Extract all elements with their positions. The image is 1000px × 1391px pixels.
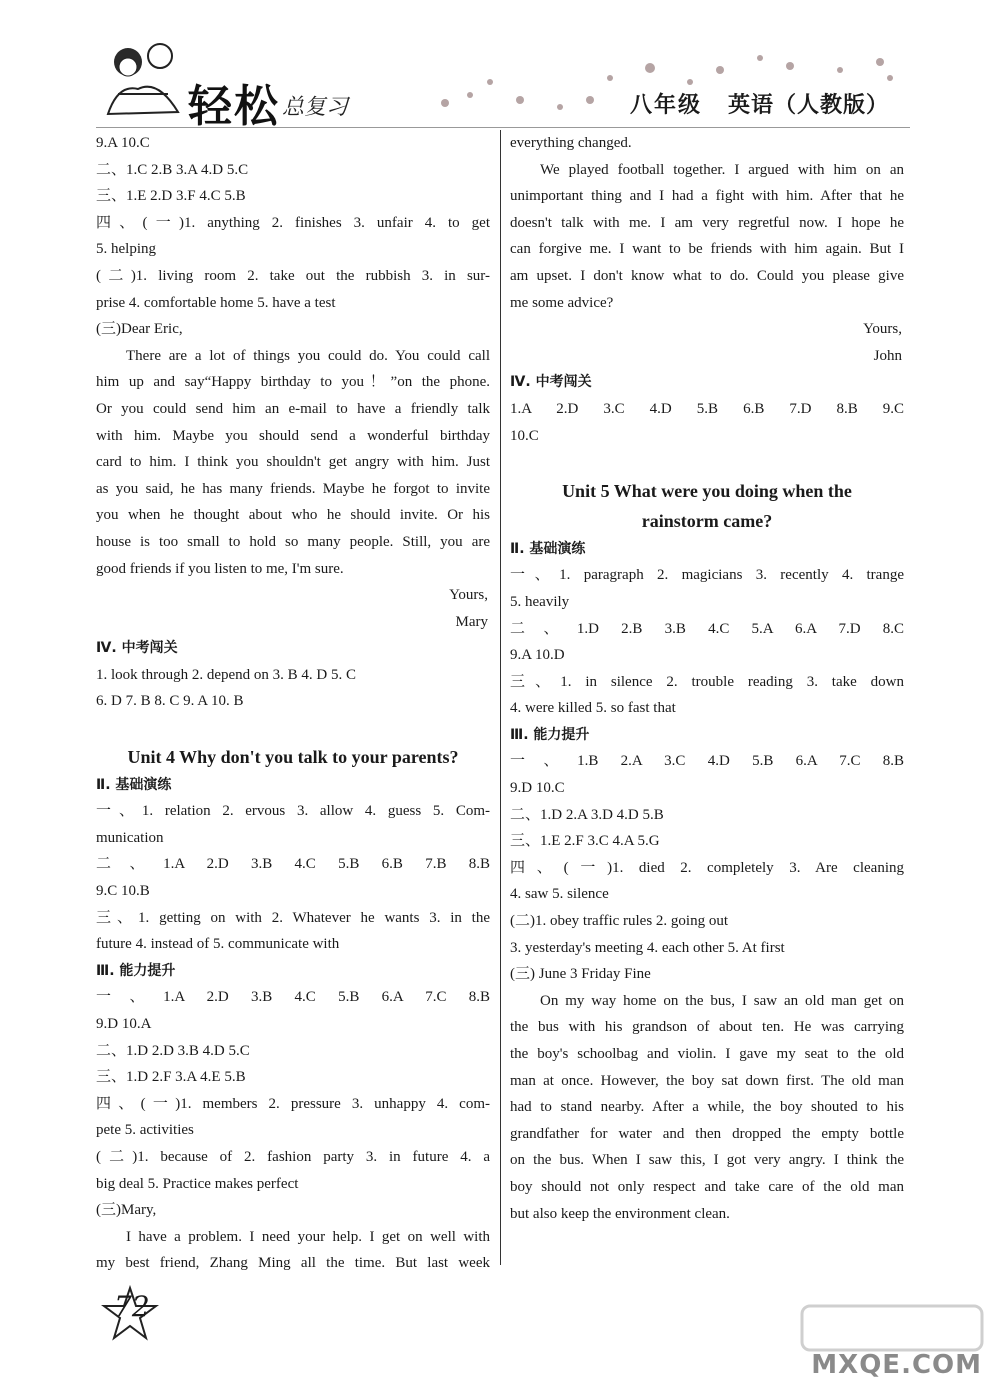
unit-heading: rainstorm came? — [641, 510, 773, 531]
answer-line: John — [873, 347, 902, 364]
answer-line: We played football together. I argued with him on an — [540, 161, 904, 178]
answer-line: on the bus. When I saw this, I got very angry. I think the — [510, 1152, 904, 1169]
answer-line: the bus with his grandson of about ten. He was carrying — [510, 1019, 904, 1036]
answer-line: had to stand nearby. After a while, the boy shouted to his — [510, 1099, 904, 1116]
answer-line: 一、1. relation 2. ervous 3. allow 4. guess 5. Com- — [96, 803, 490, 820]
answer-line: 一、1.B 2.A 3.C 4.D 5.B 6.A 7.C 8.B — [510, 753, 904, 770]
answer-line: 4. were killed 5. so fast that — [510, 700, 676, 717]
answer-line: 3. yesterday's meeting 4. each other 5. At first — [510, 939, 785, 956]
answer-line: 一、1. paragraph 2. magicians 3. recently 4. trange — [510, 567, 904, 584]
section-heading: Ⅱ. 基础演练 — [96, 776, 172, 793]
answer-line: On my way home on the bus, I saw an old man get on — [540, 992, 904, 1009]
answer-line: me some advice? — [510, 294, 614, 311]
answer-line: Yours, — [863, 321, 902, 338]
section-heading: Ⅳ. 中考闯关 — [96, 640, 178, 657]
answer-line: (二)1. obey traffic rules 2. going out — [510, 913, 729, 930]
answer-line: him up and say“Happy birthday to you！”on the phone. — [96, 374, 490, 391]
answer-line: (三)Dear Eric, — [96, 321, 183, 338]
answer-line: you when he thought about who he should invite. Or his — [96, 507, 490, 524]
section-heading: Ⅲ. 能力提升 — [510, 726, 590, 743]
answer-line: 10.C — [510, 427, 539, 444]
answer-line: 4. saw 5. silence — [510, 886, 609, 903]
answer-line: everything changed. — [510, 135, 632, 151]
answer-line: 6. D 7. B 8. C 9. A 10. B — [96, 693, 244, 710]
answer-line: 三、1.E 2.F 3.C 4.A 5.G — [510, 833, 660, 850]
right-column — [510, 130, 904, 1227]
answer-line: with him. Maybe you should send a wonderful birthday — [96, 427, 490, 444]
cartoon-children-icon — [98, 34, 190, 122]
answer-line: pete 5. activities — [96, 1122, 194, 1139]
answer-line: 四、(一)1. members 2. pressure 3. unhappy 4. com- — [96, 1095, 490, 1112]
column-divider — [500, 130, 501, 1265]
answer-line: 9.D 10.C — [510, 780, 565, 797]
brand-subtitle: 总复习 — [282, 95, 349, 120]
answer-line: 1.A 2.D 3.C 4.D 5.B 6.B 7.D 8.B 9.C — [510, 400, 904, 417]
answer-line: 二、1.D 2.A 3.D 4.D 5.B — [510, 806, 664, 823]
answer-line: 四、(一)1. anything 2. finishes 3. unfair 4. to get — [96, 214, 490, 231]
answer-line: 三、1. getting on with 2. Whatever he wants 3. in the — [96, 909, 490, 926]
section-heading: Ⅱ. 基础演练 — [510, 540, 586, 557]
answer-line: Yours, — [449, 587, 488, 604]
answer-line: munication — [96, 829, 164, 846]
answer-line: 三、1. in silence 2. trouble reading 3. take down — [510, 673, 904, 690]
section-spacer — [510, 449, 904, 476]
answer-line: Mary — [455, 613, 488, 630]
answer-line: grandfather for water and then dropped the empty bottle — [510, 1125, 904, 1142]
page-number: 72 — [114, 1290, 150, 1323]
answer-line: unimportant thing and I had a fight with him. After that he — [510, 188, 904, 205]
answer-line: man at once. However, the boy sat down first. The old man — [510, 1072, 904, 1089]
answer-line: 5. helping — [96, 241, 156, 258]
answer-line: am upset. I don't know what to do. Could you please give — [510, 267, 904, 284]
answer-line: (三) June 3 Friday Fine — [510, 966, 651, 983]
answer-line: as you said, he has many friends. Maybe he forgot to invite — [96, 480, 490, 497]
answer-line: prise 4. comfortable home 5. have a test — [96, 294, 336, 311]
answer-line: (二)1. living room 2. take out the rubbish 3. in sur- — [96, 267, 490, 284]
answer-line: Or you could send him an e-mail to have a friendly talk — [96, 400, 490, 417]
grade-label: 八年级 — [630, 93, 703, 118]
page-header — [0, 0, 1000, 132]
answer-line: 二、1.A 2.D 3.B 4.C 5.B 6.B 7.B 8.B — [96, 856, 490, 873]
answer-line: 三、1.D 2.F 3.A 4.E 5.B — [96, 1069, 246, 1086]
answer-line: There are a lot of things you could do. You could call — [126, 347, 490, 364]
answer-line: (二)1. because of 2. fashion party 3. in future 4. a — [96, 1148, 490, 1165]
answer-line: doesn't talk with me. I am very regretful now. I hope he — [510, 214, 904, 231]
answer-line: (三)Mary, — [96, 1202, 157, 1219]
answer-line: 5. heavily — [510, 593, 570, 610]
answer-line: good friends if you listen to me, I'm sure. — [96, 560, 344, 577]
section-spacer — [96, 715, 490, 742]
answer-line: 二、1.D 2.D 3.B 4.D 5.C — [96, 1042, 250, 1059]
answer-line: 三、1.E 2.D 3.F 4.C 5.B — [96, 188, 246, 205]
answer-line: my best friend, Zhang Ming all the time. But last week — [96, 1255, 490, 1272]
answer-line: can forgive me. I want to be friends with him again. But I — [510, 241, 904, 258]
watermark-text: MXQE.COM — [811, 1350, 982, 1380]
answer-line: 9.C 10.B — [96, 883, 150, 900]
answer-line: 1. look through 2. depend on 3. B 4. D 5. C — [96, 666, 356, 683]
answer-line: I have a problem. I need your help. I get on well with — [126, 1228, 490, 1245]
section-heading: Ⅲ. 能力提升 — [96, 962, 176, 979]
answer-line: 9.A 10.D — [510, 647, 565, 664]
unit-heading: Unit 5 What were you doing when the — [562, 480, 852, 501]
answer-line: 9.A 10.C — [96, 135, 150, 151]
answer-line: future 4. instead of 5. communicate with — [96, 936, 340, 953]
unit-heading: Unit 4 Why don't you talk to your parents? — [127, 746, 459, 767]
section-heading: Ⅳ. 中考闯关 — [510, 374, 592, 391]
answer-line: house is too small to hold so many people. Still, you are — [96, 533, 490, 550]
answer-line: the boy's schoolbag and violin. I gave my seat to the old — [510, 1046, 904, 1062]
subject-label: 英语（人教版） — [728, 93, 890, 118]
answer-line: big deal 5. Practice makes perfect — [96, 1175, 299, 1192]
answer-line: 9.D 10.A — [96, 1016, 152, 1032]
answer-line: 二、1.D 2.B 3.B 4.C 5.A 6.A 7.D 8.C — [510, 620, 904, 637]
answer-line: 一、1.A 2.D 3.B 4.C 5.B 6.A 7.C 8.B — [96, 989, 490, 1006]
left-column — [96, 130, 490, 1277]
answer-line: but also keep the environment clean. — [510, 1205, 730, 1222]
answer-line: 四、(一)1. died 2. completely 3. Are cleaning — [510, 859, 904, 876]
answer-line: 二、1.C 2.B 3.A 4.D 5.C — [96, 161, 249, 178]
brand-title: 轻松 — [188, 81, 280, 132]
answer-line: boy should not only respect and take care of the old man — [510, 1178, 904, 1195]
answer-line: card to him. I think you shouldn't get angry with him. Just — [96, 454, 490, 471]
